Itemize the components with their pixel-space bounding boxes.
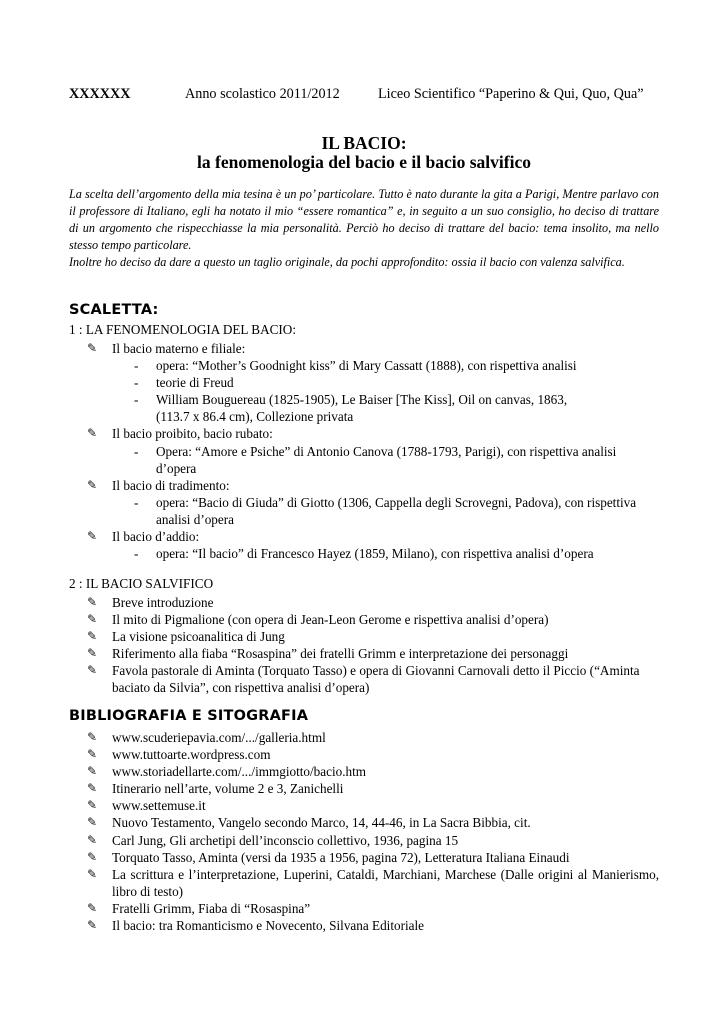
list-item: [69, 645, 659, 662]
bibliography-entry: Nuovo Testamento, Vangelo secondo Marco, 14, 44-46, in La Sacra Bibbia, cit.: [112, 815, 531, 831]
bibliography-entry: www.storiadellarte.com/.../immgiotto/bacio.htm: [112, 764, 367, 780]
pencil-check-icon: ✎: [87, 477, 98, 492]
bibliography-entry: www.scuderiepavia.com/.../galleria.html: [112, 730, 326, 745]
title-line-1: IL BACIO:: [321, 133, 407, 153]
dash-bullet: -: [134, 358, 139, 374]
sub-item-text: opera: “Bacio di Giuda” di Giotto (1306, Cappella degli Scrovegni, Padova), con rispettiva analisi d’opera: [156, 494, 637, 527]
list-item: [69, 797, 659, 814]
sub-list-item: [112, 494, 659, 528]
list-item-text: Il bacio proibito, bacio rubato:: [112, 426, 273, 442]
student-code: XXXXXX: [69, 86, 131, 102]
dash-bullet: -: [134, 443, 139, 459]
list-item-text: Il mito di Pigmalione (con opera di Jean-Leon Gerome e rispettiva analisi d’opera): [112, 612, 549, 628]
bibliography-entry: Il bacio: tra Romanticismo e Novecento, Silvana Editoriale: [112, 918, 425, 934]
sub-list-item: [112, 374, 659, 391]
list-item: [69, 477, 659, 528]
sub-list: [112, 494, 659, 528]
pencil-check-icon: ✎: [87, 612, 98, 627]
list-item: [69, 628, 659, 645]
bibliography-entry: www.tuttoarte.wordpress.com: [112, 747, 271, 763]
list-item: [69, 528, 659, 562]
pencil-check-icon: ✎: [87, 781, 98, 796]
bibliography-entry: Fratelli Grimm, Fiaba di “Rosaspina”: [112, 900, 311, 916]
section-2-list: [69, 594, 659, 697]
bibliography-entry: Torquato Tasso, Aminta (versi da 1935 a 1956, pagina 72), Letteratura Italiana Einaudi: [112, 849, 570, 865]
intro-text-2: Inoltre ho deciso da dare a questo un taglio originale, da pochi approfondito: ossia il bacio con valenza salvifica.: [69, 255, 625, 270]
pencil-check-icon: ✎: [87, 663, 98, 678]
pencil-check-icon: ✎: [87, 730, 98, 744]
sub-list-item: [112, 545, 659, 562]
pencil-check-icon: ✎: [87, 629, 98, 644]
sub-item-text: opera: “Il bacio” di Francesco Hayez (1859, Milano), con rispettiva analisi d’opera: [156, 546, 594, 562]
sub-item-text: William Bouguereau (1825-1905), Le Baiser [The Kiss], Oil on canvas, 1863, (113.7 x 86.4 cm), Collezione privata: [156, 392, 568, 425]
sub-list: [112, 357, 659, 425]
sub-list-item: [112, 357, 659, 374]
list-item-text: La visione psicoanalitica di Jung: [112, 629, 285, 645]
sub-list: [112, 545, 659, 562]
pencil-check-icon: ✎: [87, 900, 98, 915]
list-item: [69, 594, 659, 611]
list-item: [69, 425, 659, 476]
list-item: [69, 900, 659, 917]
pencil-check-icon: ✎: [87, 849, 98, 864]
sub-list-item: [112, 391, 659, 425]
pencil-check-icon: ✎: [87, 529, 98, 544]
list-item: [69, 814, 659, 831]
dash-bullet: -: [134, 375, 139, 391]
list-item: [69, 866, 659, 900]
pencil-check-icon: ✎: [87, 764, 98, 779]
intro-text-1: La scelta dell’argomento della mia tesina è un po’ particolare. Tutto è nato durante la gita a Parigi, Mentre parlavo con il professore di Italiano, egli ha notato il mio “essere romantica” e, in seguito a un suo consiglio, ho deciso di trattare di un argomento che rispecchiasse la mia personalità. Perciò ho deciso di trattare del bacio: tema insolito, ma nello stesso tempo particolare.: [69, 187, 659, 253]
pencil-check-icon: ✎: [87, 832, 98, 847]
list-item-text: Breve introduzione: [112, 595, 214, 610]
bibliography-entry: Itinerario nell’arte, volume 2 e 3, Zanichelli: [112, 781, 344, 797]
list-item-text: Favola pastorale di Aminta (Torquato Tasso) e opera di Giovanni Carnovali detto il Piccio (“Aminta baciato da Silvia”, con rispettiva analisi d’opera): [112, 663, 640, 696]
title-line-2: la fenomenologia del bacio e il bacio salvifico: [197, 152, 531, 172]
intro-paragraph: [69, 186, 659, 271]
sub-item-text: Opera: “Amore e Psiche” di Antonio Canova (1788-1793, Parigi), con rispettiva analisi d’opera: [156, 443, 617, 476]
list-item-text: Riferimento alla fiaba “Rosaspina” dei fratelli Grimm e interpretazione dei personaggi: [112, 646, 569, 662]
list-item: [69, 662, 659, 696]
list-item: [69, 611, 659, 628]
list-item-text: Il bacio di tradimento:: [112, 477, 230, 493]
section-1-label: 1 : LA FENOMENOLOGIA DEL BACIO:: [69, 322, 296, 337]
pencil-check-icon: ✎: [87, 341, 98, 355]
list-item: [69, 746, 659, 763]
school-year: Anno scolastico 2011/2012: [185, 86, 340, 102]
list-item: [69, 917, 659, 934]
document-header: [69, 86, 659, 106]
section-1-list: [69, 340, 659, 562]
bibliography-list: [69, 729, 659, 934]
list-item: [69, 340, 659, 425]
pencil-check-icon: ✎: [87, 595, 98, 609]
sub-list: [112, 443, 659, 477]
dash-bullet: -: [134, 546, 139, 562]
list-item-text: Il bacio materno e filiale:: [112, 341, 246, 356]
pencil-check-icon: ✎: [87, 866, 98, 881]
list-item: [69, 832, 659, 849]
pencil-check-icon: ✎: [87, 918, 98, 933]
sub-item-text: teorie di Freud: [156, 375, 234, 391]
scaletta-heading: SCALETTA:: [69, 302, 159, 318]
bibliography-heading: BIBLIOGRAFIA E SITOGRAFIA: [69, 708, 309, 724]
list-item: [69, 849, 659, 866]
bibliography-entry: www.settemuse.it: [112, 798, 206, 814]
sub-item-text: opera: “Mother’s Goodnight kiss” di Mary Cassatt (1888), con rispettiva analisi: [156, 358, 577, 374]
pencil-check-icon: ✎: [87, 815, 98, 830]
sub-list-item: [112, 443, 659, 477]
list-item: [69, 763, 659, 780]
bibliography-entry: Carl Jung, Gli archetipi dell’inconscio collettivo, 1936, pagina 15: [112, 832, 459, 848]
list-item: [69, 780, 659, 797]
dash-bullet: -: [134, 392, 139, 408]
bibliography-entry: La scrittura e l’interpretazione, Luperini, Cataldi, Marchiani, Marchese (Dalle origini al Manierismo, libro di testo): [112, 866, 659, 899]
list-item-text: Il bacio d’addio:: [112, 529, 200, 545]
school-name: Liceo Scientifico “Paperino & Qui, Quo, Qua”: [378, 86, 644, 102]
section-2-label: 2 : IL BACIO SALVIFICO: [69, 576, 214, 591]
pencil-check-icon: ✎: [87, 747, 98, 762]
pencil-check-icon: ✎: [87, 798, 98, 813]
document-title: [69, 134, 659, 172]
pencil-check-icon: ✎: [87, 426, 98, 441]
dash-bullet: -: [134, 494, 139, 510]
list-item: [69, 729, 659, 746]
pencil-check-icon: ✎: [87, 646, 98, 661]
